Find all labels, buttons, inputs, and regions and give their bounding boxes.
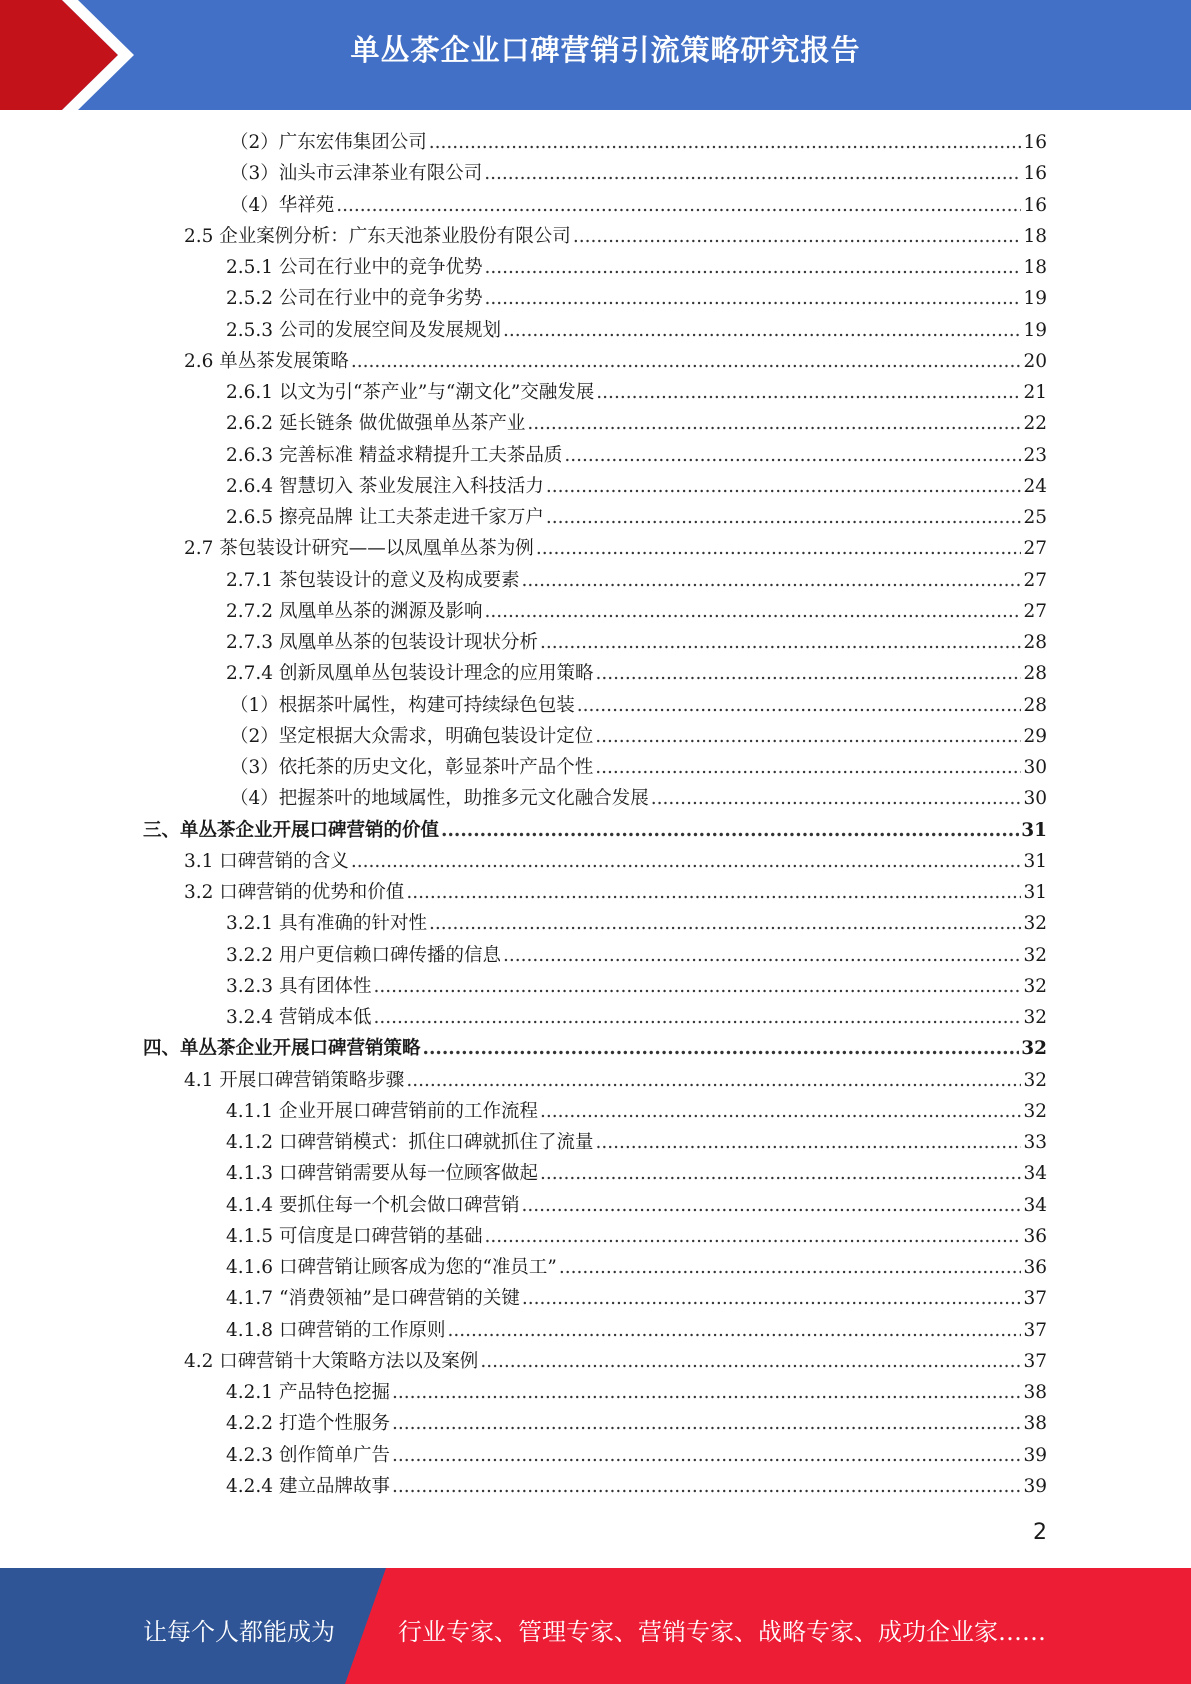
toc-entry[interactable]: [230, 190, 1047, 221]
toc-entry[interactable]: [226, 565, 1047, 596]
toc-entry-page: 16: [1023, 132, 1047, 153]
toc-entry-title: 4.1 开展口碑营销策略步骤: [184, 1069, 405, 1091]
toc-entry[interactable]: [226, 471, 1047, 502]
toc-entry[interactable]: [226, 908, 1047, 939]
toc-entry-page: 27: [1023, 538, 1047, 560]
toc-dot-leader: [595, 1127, 1021, 1158]
toc-dot-leader: [546, 471, 1022, 502]
toc-entry-title: 2.7 茶包装设计研究——以凤凰单丛茶为例: [184, 538, 534, 560]
toc-entry-page: 30: [1023, 788, 1047, 810]
toc-dot-leader: [536, 533, 1022, 564]
toc-entry[interactable]: [226, 315, 1047, 346]
toc-entry-page: 32: [1023, 1100, 1047, 1122]
toc-entry-title: 2.6.2 延长链条 做优做强单丛茶产业: [226, 413, 526, 435]
toc-entry-title: 2.6 单丛茶发展策略: [184, 350, 349, 372]
toc-entry-page: 37: [1023, 1319, 1047, 1341]
toc-dot-leader: [484, 596, 1021, 627]
toc-dot-leader: [564, 440, 1021, 471]
toc-entry[interactable]: [226, 1221, 1047, 1252]
toc-entry-page: 39: [1023, 1475, 1047, 1497]
footer-slogan-right: 行业专家、管理专家、营销专家、战略专家、成功企业家……: [398, 1618, 1046, 1646]
toc-entry[interactable]: [226, 283, 1047, 314]
toc-entry-page: 27: [1023, 569, 1047, 591]
toc-entry-title: （4）把握茶叶的地域属性，助推多元文化融合发展: [230, 788, 649, 810]
toc-entry-title: 2.7.2 凤凰单丛茶的渊源及影响: [226, 600, 483, 622]
toc-entry-page: 34: [1023, 1163, 1047, 1185]
toc-dot-leader: [595, 721, 1021, 752]
toc-entry-page: 32: [1023, 975, 1047, 997]
toc-entry[interactable]: [226, 1315, 1047, 1346]
toc-entry-title: 4.2.4 建立品牌故事: [226, 1475, 390, 1497]
toc-dot-leader: [392, 1471, 1021, 1502]
toc-entry-title: 4.1.5 可信度是口碑营销的基础: [226, 1225, 483, 1247]
toc-entry[interactable]: [230, 752, 1047, 783]
toc-entry-title: 2.7.1 茶包装设计的意义及构成要素: [226, 569, 520, 591]
toc-entry-page: 28: [1023, 694, 1047, 716]
toc-entry[interactable]: [230, 158, 1047, 189]
toc-entry-title: 4.1.1 企业开展口碑营销前的工作流程: [226, 1100, 538, 1122]
toc-entry[interactable]: [226, 252, 1047, 283]
toc-entry-page: 32: [1023, 1069, 1047, 1091]
toc-entry-title: 3.2 口碑营销的优势和价值: [184, 882, 405, 903]
toc-entry-title: 2.6.3 完善标准 精益求精提升工夫茶品质: [226, 444, 563, 466]
toc-entry-title: 4.1.3 口碑营销需要从每一位顾客做起: [226, 1163, 538, 1185]
toc-entry-title: （3）汕头市云津茶业有限公司: [230, 163, 483, 185]
toc-entry[interactable]: [226, 440, 1047, 471]
toc-entry-title: 4.1.2 口碑营销模式：抓住口碑就抓住了流量: [226, 1132, 594, 1153]
toc-entry[interactable]: [226, 1471, 1047, 1502]
toc-dot-leader: [406, 877, 1021, 908]
page-header: [0, 0, 1191, 110]
toc-dot-leader: [484, 283, 1021, 314]
toc-dot-leader: [540, 1158, 1021, 1189]
toc-dot-leader: [573, 221, 1022, 252]
toc-entry-page: 36: [1023, 1257, 1047, 1278]
toc-entry-page: 30: [1023, 757, 1047, 778]
page-number: 2: [1033, 1520, 1047, 1545]
toc-entry-page: 28: [1023, 632, 1047, 653]
page-footer: [0, 1568, 1191, 1684]
toc-entry[interactable]: [143, 815, 1047, 846]
toc-entry-title: （2）广东宏伟集团公司: [230, 132, 427, 153]
toc-entry-title: 3.1 口碑营销的含义: [184, 850, 349, 872]
toc-entry-page: 29: [1023, 725, 1047, 747]
toc-dot-leader: [577, 690, 1022, 721]
toc-dot-leader: [596, 377, 1021, 408]
toc-dot-leader: [351, 346, 1022, 377]
toc-dot-leader: [595, 752, 1021, 783]
toc-entry-page: 37: [1023, 1288, 1047, 1310]
toc-dot-leader: [392, 1408, 1021, 1439]
toc-entry[interactable]: [226, 1158, 1047, 1189]
toc-entry[interactable]: [226, 658, 1047, 689]
toc-entry-page: 31: [1021, 819, 1047, 841]
toc-dot-leader: [546, 502, 1022, 533]
toc-entry-page: 20: [1023, 350, 1047, 372]
toc-dot-leader: [373, 971, 1021, 1002]
toc-entry-page: 37: [1023, 1350, 1047, 1372]
toc-entry-title: 2.6.1 以文为引“茶产业”与“潮文化”交融发展: [226, 382, 595, 403]
toc-dot-leader: [392, 1377, 1021, 1408]
toc-entry[interactable]: [226, 1096, 1047, 1127]
toc-dot-leader: [441, 815, 1019, 846]
toc-entry-page: 27: [1023, 600, 1047, 622]
toc-entry-title: 3.2.2 用户更信赖口碑传播的信息: [226, 944, 501, 966]
toc-entry-title: 4.1.7 “消费领袖”是口碑营销的关键: [226, 1288, 520, 1310]
toc-entry-page: 16: [1023, 194, 1047, 216]
toc-entry[interactable]: [226, 1252, 1047, 1283]
toc-entry-page: 32: [1023, 944, 1047, 966]
toc-dot-leader: [527, 408, 1021, 439]
toc-entry-page: 34: [1023, 1194, 1047, 1216]
toc-dot-leader: [540, 1096, 1021, 1127]
toc-entry-page: 19: [1023, 288, 1047, 310]
toc-entry-title: 2.7.3 凤凰单丛茶的包装设计现状分析: [226, 632, 538, 653]
toc-entry-title: 2.5.1 公司在行业中的竞争优势: [226, 257, 483, 278]
toc-entry-title: 2.5.3 公司的发展空间及发展规划: [226, 319, 501, 341]
toc-entry-title: 4.2.1 产品特色挖掘: [226, 1382, 390, 1403]
toc-dot-leader: [429, 908, 1021, 939]
toc-entry-page: 19: [1023, 319, 1047, 341]
toc-entry-page: 36: [1023, 1225, 1047, 1247]
toc-entry-title: （4）华祥苑: [230, 194, 335, 216]
toc-dot-leader: [559, 1252, 1022, 1283]
toc-entry-title: 四、单丛茶企业开展口碑营销策略: [143, 1038, 421, 1060]
toc-entry-title: 4.2 口碑营销十大策略方法以及案例: [184, 1350, 479, 1372]
toc-entry-title: 2.6.5 擦亮品牌 让工夫茶走进千家万户: [226, 507, 544, 528]
toc-entry-title: 4.1.8 口碑营销的工作原则: [226, 1319, 446, 1341]
toc-entry-title: （3）依托茶的历史文化，彰显茶叶产品个性: [230, 757, 594, 778]
toc-dot-leader: [484, 1221, 1021, 1252]
toc-entry-page: 23: [1023, 444, 1047, 466]
toc-entry-page: 38: [1023, 1382, 1047, 1403]
toc-dot-leader: [595, 658, 1021, 689]
toc-entry[interactable]: [184, 346, 1047, 377]
toc-entry[interactable]: [184, 877, 1047, 908]
toc-entry-title: 3.2.1 具有准确的针对性: [226, 913, 427, 935]
toc-entry[interactable]: [143, 1033, 1047, 1064]
toc-dot-leader: [392, 1440, 1021, 1471]
toc-entry[interactable]: [184, 221, 1047, 252]
toc-entry-page: 39: [1023, 1444, 1047, 1466]
toc-entry[interactable]: [226, 1440, 1047, 1471]
toc-entry[interactable]: [226, 377, 1047, 408]
toc-entry[interactable]: [226, 1127, 1047, 1158]
toc-dot-leader: [503, 315, 1021, 346]
toc-entry-title: 4.2.3 创作简单广告: [226, 1444, 390, 1466]
toc-entry-page: 24: [1023, 475, 1047, 497]
toc-entry[interactable]: [226, 940, 1047, 971]
toc-entry-title: 3.2.3 具有团体性: [226, 975, 372, 997]
toc-entry[interactable]: [230, 690, 1047, 721]
toc-entry-page: 31: [1023, 850, 1047, 872]
toc-entry-page: 32: [1021, 1038, 1047, 1060]
toc-entry-page: 33: [1023, 1132, 1047, 1153]
toc-entry-title: （2）坚定根据大众需求，明确包装设计定位: [230, 725, 594, 747]
toc-dot-leader: [429, 127, 1022, 158]
toc-entry[interactable]: [226, 408, 1047, 439]
toc-entry-page: 25: [1023, 507, 1047, 528]
toc-entry[interactable]: [184, 1065, 1047, 1096]
toc-entry[interactable]: [230, 721, 1047, 752]
toc-entry[interactable]: [226, 1377, 1047, 1408]
toc-entry[interactable]: [184, 1346, 1047, 1377]
toc-entry-page: 31: [1023, 882, 1047, 903]
toc-dot-leader: [447, 1315, 1021, 1346]
footer-slogan-left: 让每个人都能成为: [143, 1618, 335, 1646]
toc-entry[interactable]: [226, 1408, 1047, 1439]
toc-dot-leader: [484, 252, 1021, 283]
toc-entry[interactable]: [226, 502, 1047, 533]
toc-entry-title: 2.5.2 公司在行业中的竞争劣势: [226, 288, 483, 310]
toc-entry-title: 三、单丛茶企业开展口碑营销的价值: [143, 819, 440, 841]
toc-entry[interactable]: [184, 846, 1047, 877]
toc-entry-title: 4.1.4 要抓住每一个机会做口碑营销: [226, 1194, 520, 1216]
toc-entry-page: 21: [1023, 382, 1047, 403]
toc-entry-title: （1）根据茶叶属性，构建可持续绿色包装: [230, 694, 575, 716]
toc-entry-title: 3.2.4 营销成本低: [226, 1007, 372, 1028]
toc-dot-leader: [351, 846, 1022, 877]
toc-dot-leader: [503, 940, 1021, 971]
toc-entry[interactable]: [230, 783, 1047, 814]
toc-entry[interactable]: [226, 1002, 1047, 1033]
toc-entry[interactable]: [184, 533, 1047, 564]
toc-entry-title: 2.6.4 智慧切入 茶业发展注入科技活力: [226, 475, 544, 497]
toc-entry[interactable]: [226, 1190, 1047, 1221]
toc-entry-page: 22: [1023, 413, 1047, 435]
toc-entry-page: 32: [1023, 1007, 1047, 1028]
toc-dot-leader: [406, 1065, 1021, 1096]
toc-entry-title: 4.1.6 口碑营销让顾客成为您的“准员工”: [226, 1257, 557, 1278]
toc-entry[interactable]: [226, 1283, 1047, 1314]
toc-entry[interactable]: [226, 971, 1047, 1002]
toc-entry-page: 32: [1023, 913, 1047, 935]
report-title: 单丛茶企业口碑营销引流策略研究报告: [350, 33, 861, 67]
toc-entry-title: 4.2.2 打造个性服务: [226, 1413, 390, 1435]
toc-dot-leader: [336, 190, 1021, 221]
toc-dot-leader: [484, 158, 1021, 189]
toc-dot-leader: [480, 1346, 1021, 1377]
toc-dot-leader: [651, 783, 1022, 814]
toc-entry-page: 16: [1023, 163, 1047, 185]
toc-entry-page: 28: [1023, 663, 1047, 685]
toc-entry-title: 2.7.4 创新凤凰单丛包装设计理念的应用策略: [226, 663, 594, 685]
toc-entry[interactable]: [226, 596, 1047, 627]
toc-entry[interactable]: [226, 627, 1047, 658]
toc-entry-page: 38: [1023, 1413, 1047, 1435]
toc-dot-leader: [521, 1190, 1021, 1221]
toc-entry-title: 2.5 企业案例分析：广东天池茶业股份有限公司: [184, 225, 571, 247]
toc-dot-leader: [521, 565, 1021, 596]
toc-entry-page: 18: [1023, 225, 1047, 247]
toc-entry-page: 18: [1023, 257, 1047, 278]
toc-dot-leader: [373, 1002, 1021, 1033]
toc-dot-leader: [522, 1283, 1022, 1314]
toc-entry[interactable]: [230, 127, 1047, 158]
toc-dot-leader: [540, 627, 1021, 658]
toc-dot-leader: [423, 1033, 1020, 1064]
